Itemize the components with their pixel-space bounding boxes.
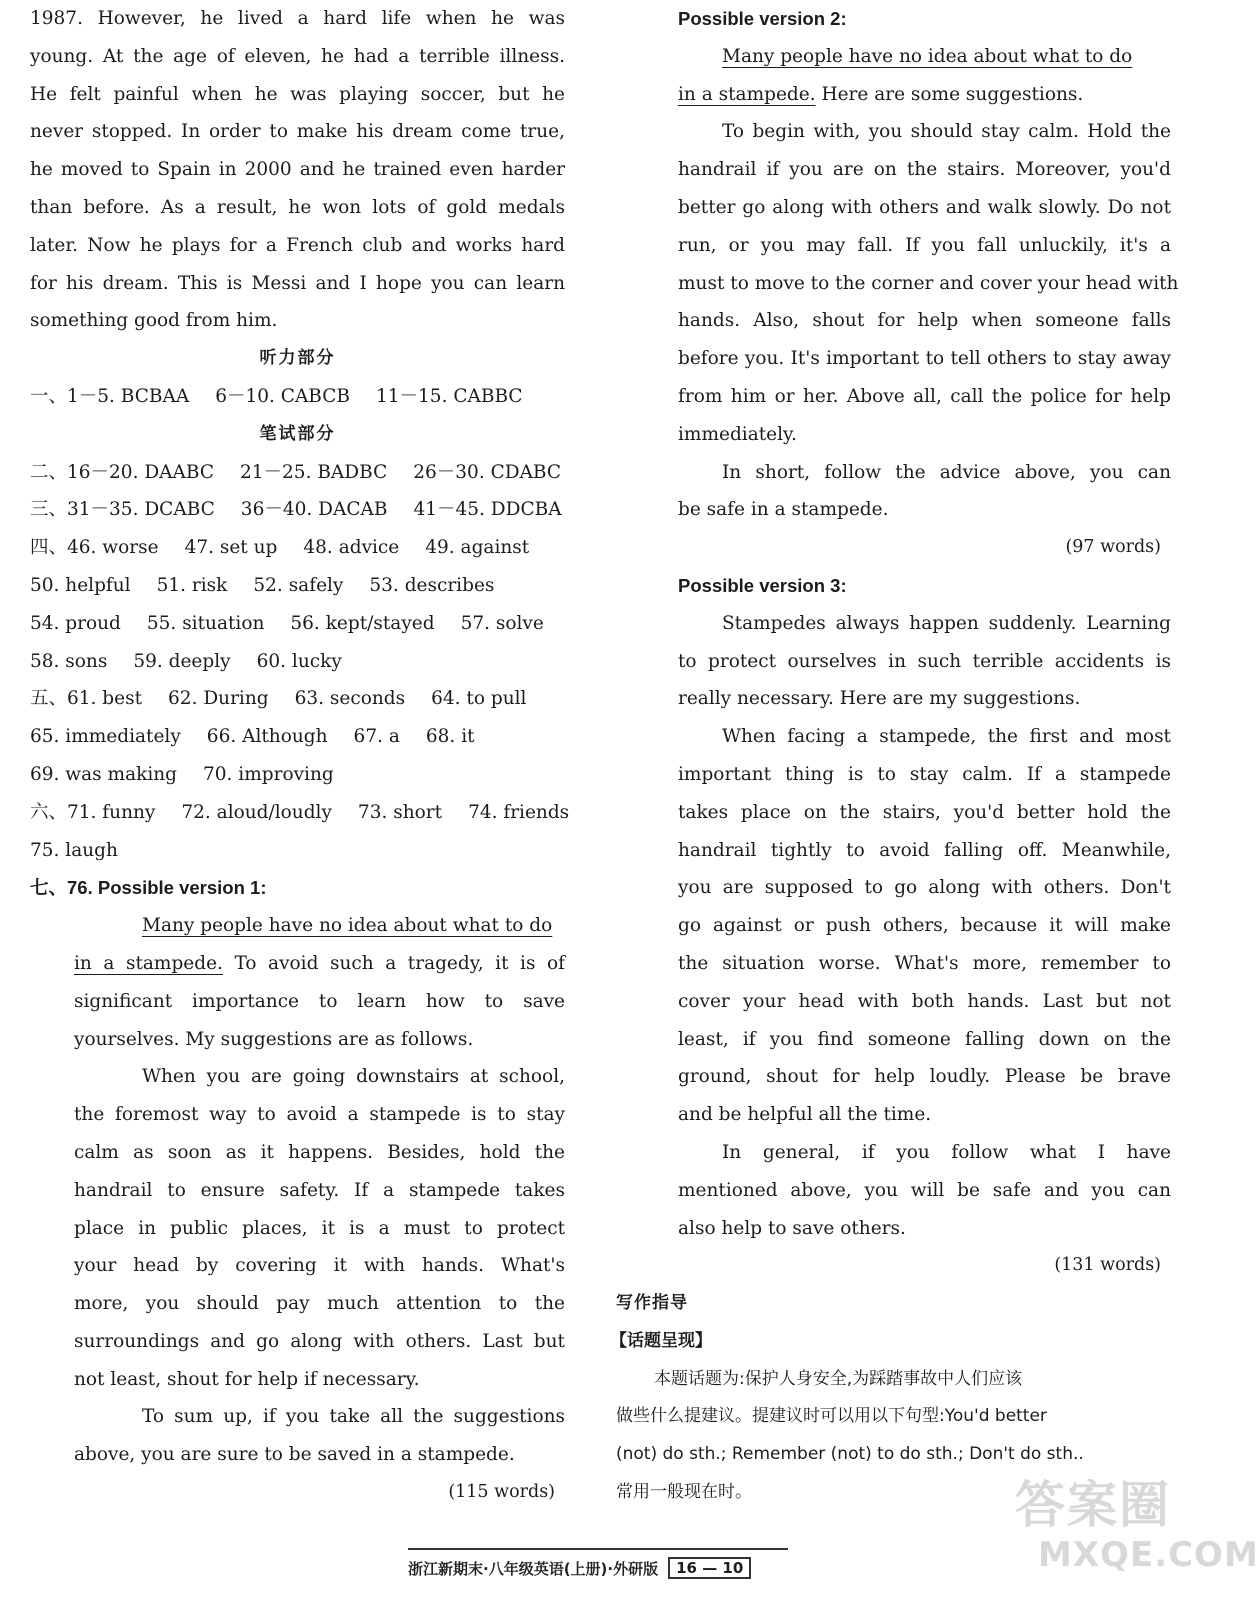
version-2-line: run, or you may fall. If you fall unluckily, it's a xyxy=(678,234,1171,256)
answer: 59. deeply xyxy=(133,650,231,672)
version-1-line: calm as soon as it happens. Besides, hold the xyxy=(74,1141,565,1163)
version-1-line: handrail to ensure safety. If a stampede takes xyxy=(74,1179,565,1201)
footer-title: 浙江新期末·八年级英语(上册)·外研版 xyxy=(408,1559,659,1578)
answer: 70. improving xyxy=(203,763,334,785)
text: To avoid such a tragedy, it is of xyxy=(222,952,565,974)
version-3-line: to protect ourselves in such terrible accidents is xyxy=(678,650,1171,672)
version-3-line: cover your head with both hands. Last but not xyxy=(678,990,1171,1012)
answer: 49. against xyxy=(425,537,530,559)
version-3-line: mentioned above, you will be safe and you can xyxy=(678,1179,1171,1201)
version-1-line xyxy=(30,907,565,945)
intro-line: never stopped. In order to make his dream come true, xyxy=(30,121,565,143)
answer-row xyxy=(30,832,565,870)
answer: 52. safely xyxy=(253,574,344,596)
intro-line: He felt painful when he was playing soccer, but he xyxy=(30,83,565,105)
answer: 62. During xyxy=(168,688,269,710)
word-count: (131 words) xyxy=(1054,1255,1161,1276)
version-1-line: the foremost way to avoid a stampede is to stay xyxy=(74,1104,565,1126)
answer: 65. immediately xyxy=(30,726,181,748)
answer: 69. was making xyxy=(30,763,177,785)
answer: 74. friends xyxy=(468,801,570,823)
word-count: (115 words) xyxy=(448,1482,555,1503)
underlined-text: in a stampede. xyxy=(678,83,816,105)
version-1-line: not least, shout for help if necessary. xyxy=(74,1368,420,1390)
version-3-line: the situation worse. What's more, remember to xyxy=(678,952,1171,974)
answer: 54. proud xyxy=(30,612,121,634)
version-2-line xyxy=(678,76,1171,114)
answer-row xyxy=(30,491,565,529)
intro-line: 1987. However, he lived a hard life when he was xyxy=(30,8,565,29)
answer: 56. kept/stayed xyxy=(290,612,435,634)
answer-row xyxy=(30,454,565,492)
listening-header: 听力部分 xyxy=(259,348,336,369)
answer: 六、71. funny xyxy=(30,801,156,823)
version-3-line: Stampedes always happen suddenly. Learning xyxy=(722,612,1171,634)
topic-label: 【话题呈现】 xyxy=(610,1330,712,1351)
answer: 50. helpful xyxy=(30,574,131,596)
intro-line: later. Now he plays for a French club and works hard xyxy=(30,234,565,256)
word-count: (97 words) xyxy=(1065,537,1161,558)
version-1-line: place in public places, it is a must to protect xyxy=(74,1217,565,1239)
version-2-line: must to move to the corner and cover your head with xyxy=(678,272,1179,294)
version-2-line xyxy=(678,38,1171,76)
version-3-line: also help to save others. xyxy=(678,1217,906,1239)
version-3-line: go against or push others, because it will make xyxy=(678,915,1171,937)
answer-row xyxy=(30,680,565,718)
text: Here are some suggestions. xyxy=(815,83,1084,105)
answer-row xyxy=(30,756,565,794)
intro-line: than before. As a result, he won lots of gold medals xyxy=(30,196,565,218)
underlined-text: Many people have no idea about what to do xyxy=(142,915,553,937)
answer: 66. Although xyxy=(206,726,328,748)
version-1-line: When you are going downstairs at school, xyxy=(142,1066,565,1088)
answer-row xyxy=(30,529,565,567)
writing-guide-title: 写作指导 xyxy=(616,1293,688,1314)
version-2-line: better go along with others and walk slowly. Do not xyxy=(678,196,1171,218)
version-3-line: handrail tightly to avoid falling off. Meanwhile, xyxy=(678,839,1171,861)
version-3-line: important thing is to stay calm. If a stampede xyxy=(678,763,1171,785)
answer: 26－30. CDABC xyxy=(413,461,562,483)
version-2-line: before you. It's important to tell others to stay away xyxy=(678,348,1171,370)
version-2-line: handrail if you are on the stairs. Moreover, you'd xyxy=(678,159,1171,181)
underlined-text: Many people have no idea about what to do xyxy=(722,45,1133,67)
version-2-line: be safe in a stampede. xyxy=(678,499,889,521)
version-3-line: you are supposed to go along with others. Don't xyxy=(678,877,1171,899)
answer: 73. short xyxy=(357,801,443,823)
version-3-line: least, if you find someone falling down on the xyxy=(678,1028,1171,1050)
version-3-line: When facing a stampede, the first and most xyxy=(722,726,1171,748)
version-1-line: your head by covering it with hands. What's xyxy=(74,1255,565,1277)
watermark-url: MXQE.COM xyxy=(1038,1535,1259,1575)
version-1-line: surroundings and go along with others. Last but xyxy=(74,1330,565,1352)
listening-answers xyxy=(30,378,565,416)
answer: 57. solve xyxy=(460,612,544,634)
version-3-line: and be helpful all the time. xyxy=(678,1104,932,1126)
answer: 58. sons xyxy=(30,650,108,672)
version-3-line: In general, if you follow what I have xyxy=(722,1141,1171,1163)
topic-line: 做些什么提建议。提建议时可以用以下句型:You'd better xyxy=(616,1406,1047,1427)
answer: 五、61. best xyxy=(30,688,143,710)
intro-line: young. At the age of eleven, he had a terrible illness. xyxy=(30,45,565,67)
version-1-line xyxy=(30,945,565,983)
answer: 48. advice xyxy=(303,537,400,559)
answer: 四、46. worse xyxy=(30,537,159,559)
version-2-line: immediately. xyxy=(678,423,797,445)
version-1-label: 七、76. Possible version 1: xyxy=(30,877,267,899)
page-footer xyxy=(408,1548,788,1586)
answer: 36－40. DACAB xyxy=(240,499,388,521)
version-3-line: takes place on the stairs, you'd better hold the xyxy=(678,801,1171,823)
version-1-line: more, you should pay much attention to the xyxy=(74,1293,565,1315)
version-2-line: To begin with, you should stay calm. Hold the xyxy=(722,121,1171,143)
version-3-line: ground, shout for help loudly. Please be brave xyxy=(678,1066,1171,1088)
answer: 64. to pull xyxy=(431,688,527,710)
written-header: 笔试部分 xyxy=(259,423,336,444)
watermark xyxy=(1010,1465,1259,1595)
version-2-line: In short, follow the advice above, you can xyxy=(722,461,1171,483)
underlined-text: in a stampede. xyxy=(74,952,223,974)
topic-line: 本题话题为:保护人身安全,为踩踏事故中人们应该 xyxy=(654,1368,1023,1389)
answer-row xyxy=(30,718,565,756)
answer-row xyxy=(30,794,570,832)
answer-row xyxy=(30,567,565,605)
answer-row xyxy=(30,643,565,681)
watermark-text: 答案圈 xyxy=(1015,1476,1171,1534)
version-1-line: To sum up, if you take all the suggestions xyxy=(142,1406,565,1428)
answer: 21－25. BADBC xyxy=(240,461,388,483)
answer: 55. situation xyxy=(146,612,265,634)
version-1-line: above, you are sure to be saved in a stampede. xyxy=(74,1444,515,1466)
version-3-label: Possible version 3: xyxy=(678,574,847,596)
answer: 72. aloud/loudly xyxy=(181,801,332,823)
version-1-line: yourselves. My suggestions are as follows. xyxy=(74,1028,474,1050)
page-number: 16 — 10 xyxy=(668,1557,751,1579)
answer: 63. seconds xyxy=(294,688,406,710)
answer: 68. it xyxy=(425,726,475,748)
left-column xyxy=(30,0,570,1512)
intro-line: he moved to Spain in 2000 and he trained even harder xyxy=(30,159,565,181)
answer: 53. describes xyxy=(369,574,495,596)
answer: 47. set up xyxy=(184,537,278,559)
answer: 75. laugh xyxy=(30,839,118,861)
answer: 三、31－35. DCABC xyxy=(30,499,215,521)
version-2-label: Possible version 2: xyxy=(678,8,847,29)
answer: 60. lucky xyxy=(256,650,342,672)
answer: 二、16－20. DAABC xyxy=(30,461,214,483)
version-1-line: significant importance to learn how to save xyxy=(74,990,565,1012)
answer: 67. a xyxy=(353,726,400,748)
version-2-line: from him or her. Above all, call the police for help xyxy=(678,385,1171,407)
answer: 11－15. CABBC xyxy=(376,385,523,407)
topic-line: (not) do sth.; Remember (not) to do sth.; Don't do sth.. xyxy=(616,1444,1084,1465)
intro-line: for his dream. This is Messi and I hope you can learn xyxy=(30,272,565,294)
answer-row xyxy=(30,605,565,643)
version-2-line: hands. Also, shout for help when someone falls xyxy=(678,310,1171,332)
answer: 41－45. DDCBA xyxy=(413,499,562,521)
answer: 6－10. CABCB xyxy=(215,385,350,407)
answer: 一、1－5. BCBAA xyxy=(30,385,190,407)
topic-line: 常用一般现在时。 xyxy=(616,1482,752,1503)
intro-line: something good from him. xyxy=(30,310,278,332)
answer: 51. risk xyxy=(156,574,228,596)
version-3-line: really necessary. Here are my suggestions. xyxy=(678,688,1081,710)
right-column xyxy=(610,0,1179,1512)
